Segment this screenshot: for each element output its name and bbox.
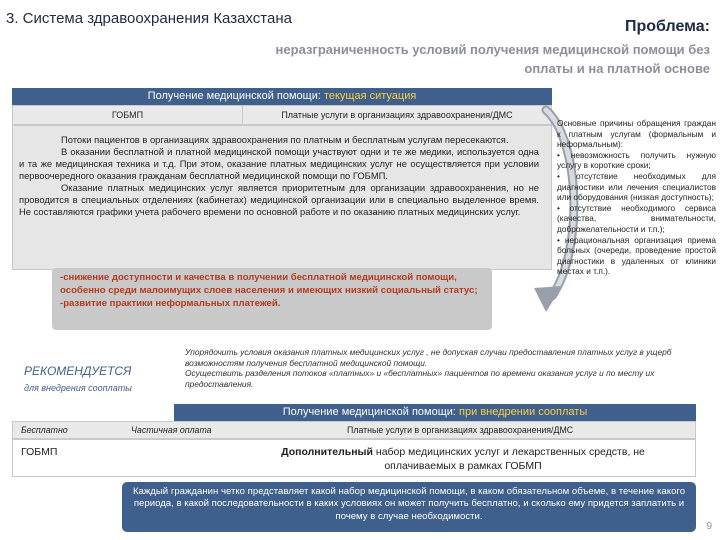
- page-number: 9: [706, 521, 712, 532]
- copay-description: [263, 445, 663, 473]
- current-description: [12, 125, 552, 270]
- recommend-text: [185, 347, 700, 389]
- cause-item: • отсутствие необходимого сервиса (качества, внимательности, доброжелательности и т.п.);: [557, 202, 716, 234]
- recommend-heading: РЕКОМЕНДУЕТСЯ: [24, 364, 132, 378]
- cause-item: • отсутствие необходимых для диагностики или лечения специалистов или оборудования (низкая доступность);: [557, 170, 716, 203]
- copay-desc-rest: набор медицинских услуг и лекарственных средств, не оплачиваемых в рамках ГОБМП: [375, 446, 645, 472]
- copay-col-partial: Частичная оплата: [131, 425, 212, 435]
- recommend-line: Осуществить разделения потоков «платных» и «бесплатных» пациентов по времени оказания услуг и по месту их предоставления.: [185, 368, 655, 389]
- copay-gobmp: ГОБМП: [21, 446, 58, 458]
- slide-title: 3. Система здравоохранения Казахстана: [6, 10, 292, 27]
- current-columns-header: [12, 105, 552, 125]
- risk-item: -развитие практики неформальных платежей.: [60, 298, 281, 309]
- cause-item: • невозможность получить нужную услугу в короткие сроки;: [557, 149, 716, 171]
- causes-intro: Основные причины обращения граждан к платным услугам (формальным и неформальным):: [557, 118, 716, 150]
- problem-label: Проблема:: [624, 18, 710, 35]
- current-col-paid: Платные услуги в организациях здравоохранения/ДМС: [281, 110, 513, 120]
- current-paragraph: Потоки пациентов в организациях здравоохранения по платным и бесплатным услугам пересекаются.: [61, 134, 509, 145]
- current-situation-bar: [12, 88, 552, 105]
- risk-box: [52, 268, 492, 330]
- copay-columns-header: [12, 421, 696, 439]
- copay-col-free: Бесплатно: [21, 425, 68, 435]
- recommend-subheading: для внедрения сооплаты: [24, 383, 132, 393]
- summary-box: Каждый гражданин четко представляет какой набор медицинской помощи, в каком обязательном объеме, в течение какого периода, в какой последовательности в каких условиях он может получить бесплатно, и сколько ему придется заплатить и почему в случае необходимости.: [122, 482, 696, 532]
- recommend-line: Упорядочить условия оказания платных медицинских услуг , не допуская случаи предоставления платных услуг в ущерб возможностям получения бесплатной медицинской помощи.: [185, 347, 672, 368]
- risk-item: -снижение доступности и качества в получении бесплатной медицинской помощи, особенно среди малоимущих слоев населения и имеющих низкий социальный статус;: [60, 272, 478, 296]
- copay-row: [12, 439, 696, 477]
- copay-bar-highlight: при внедрении сооплаты: [459, 406, 588, 418]
- current-col-gobmp: ГОБМП: [13, 106, 243, 124]
- current-paragraph: В оказании бесплатной и платной медицинской помощи участвуют одни и те же медики, используется одна и та же медицинская техника и т.д. При этом, оказание платных медицинских услуг не осуществляется при условии первоочередного оказания гражданам бесплатной медицинской помощи по ГОБМП.: [19, 146, 539, 181]
- current-paragraph: Оказание платных медицинских услуг является приоритетным для организации здравоохранения, но не проводится в специальных отделениях (кабинетах) медицинской организации или в специально выделенное время. Не составляются графики учета рабочего времени по основной работе и по оказанию платных медицинских услуг.: [19, 182, 539, 217]
- copay-situation-bar: [174, 404, 696, 421]
- cause-item: • нерациональная организация приема больных (очереди, проведение простой диагностики в удаленных от клиники местах и т.п.).: [557, 234, 716, 277]
- problem-text: неразграниченность условий получения медицинской помощи без оплаты и на платной основе: [275, 42, 710, 76]
- current-bar-highlight: текущая ситуация: [323, 90, 417, 102]
- causes-list: [557, 118, 716, 348]
- copay-col-paid: Платные услуги в организациях здравоохранения/ДМС: [347, 425, 574, 435]
- copay-desc-bold: Дополнительный: [281, 446, 373, 458]
- current-bar-prefix: Получение медицинской помощи:: [147, 90, 321, 102]
- copay-bar-prefix: Получение медицинской помощи:: [282, 406, 456, 418]
